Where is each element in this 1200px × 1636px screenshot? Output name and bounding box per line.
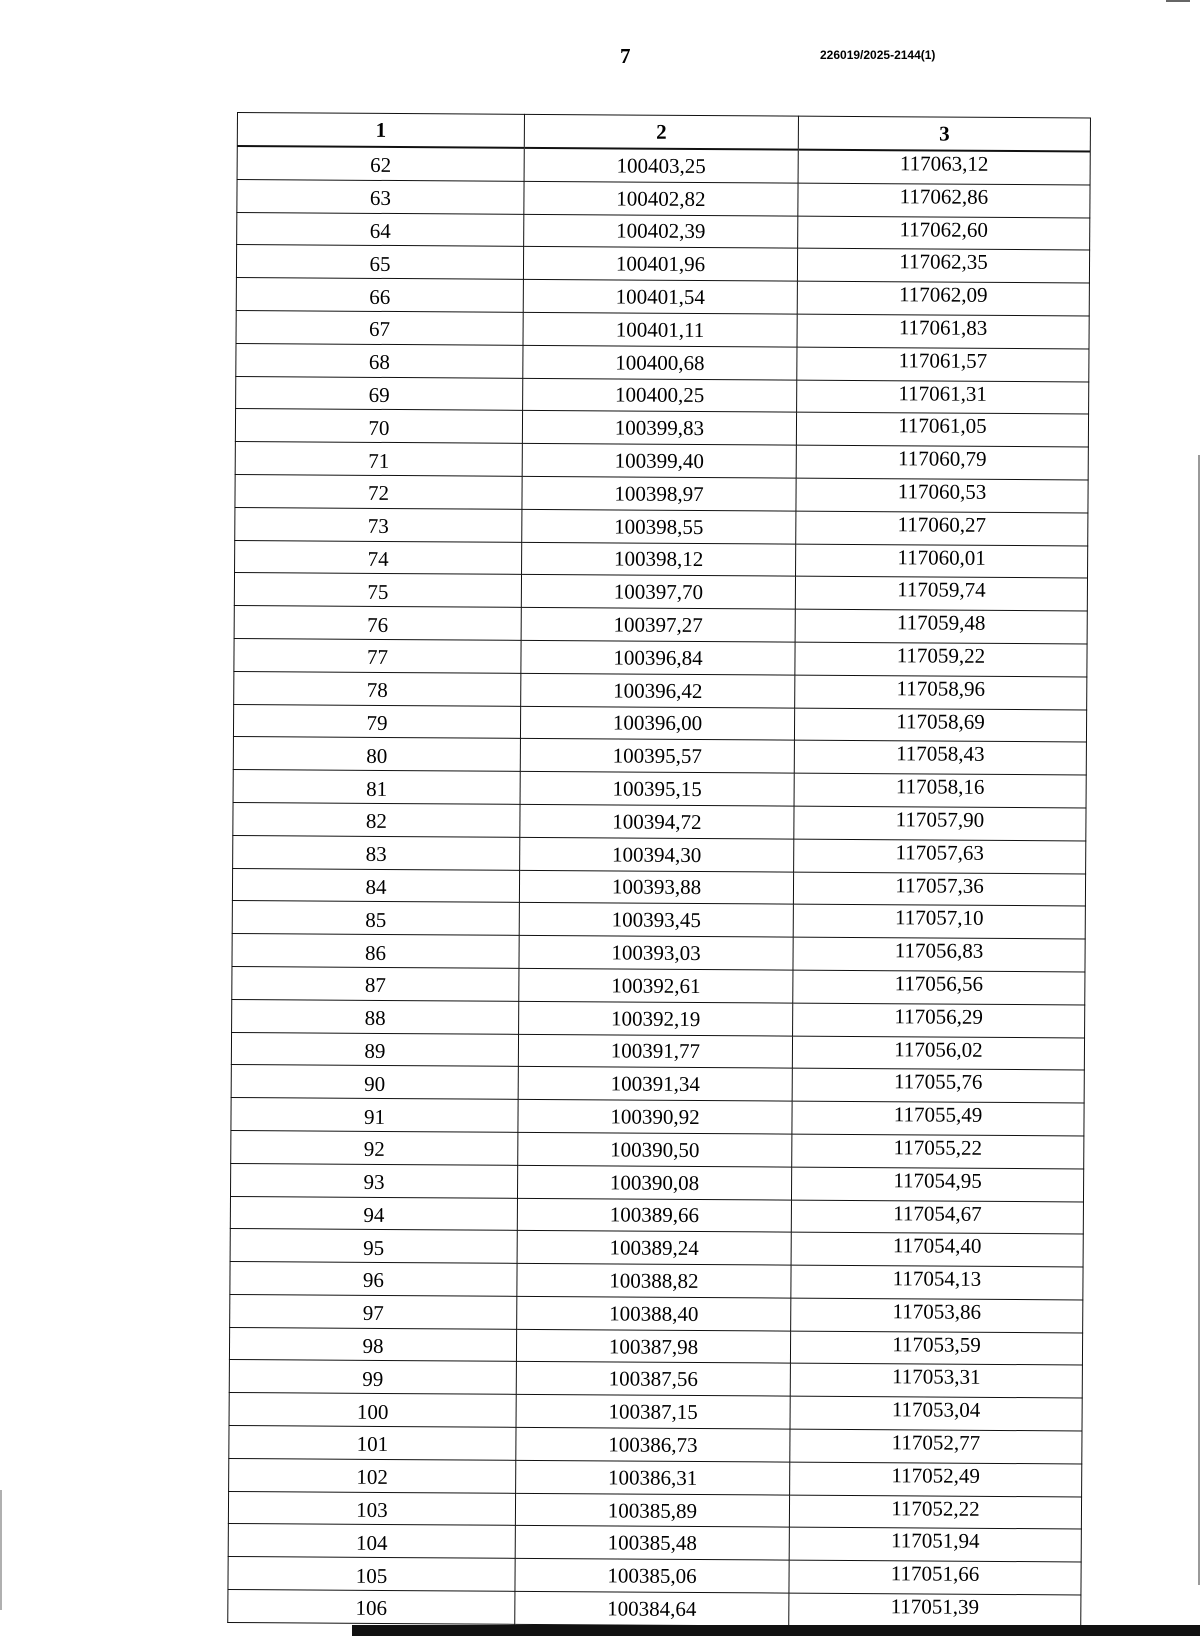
x-coordinate-cell: 100396,00 xyxy=(520,706,794,741)
x-coordinate-cell: 100394,30 xyxy=(520,837,794,872)
x-coordinate-cell: 100386,31 xyxy=(516,1460,790,1495)
table-row xyxy=(230,1262,1083,1300)
table-row xyxy=(237,179,1090,217)
point-number-cell: 90 xyxy=(231,1065,518,1100)
table-row xyxy=(233,704,1086,742)
x-coordinate-cell: 100385,06 xyxy=(515,1559,789,1594)
table-row xyxy=(233,835,1086,873)
table-row xyxy=(236,245,1089,283)
x-coordinate-cell: 100401,11 xyxy=(523,312,797,347)
x-coordinate-cell: 100393,45 xyxy=(519,903,793,938)
y-coordinate-cell: 117051,66 xyxy=(789,1560,1081,1595)
table-body xyxy=(228,146,1091,1628)
y-coordinate-cell: 117054,95 xyxy=(791,1167,1083,1202)
point-number-cell: 69 xyxy=(236,376,523,411)
y-coordinate-cell: 117056,02 xyxy=(792,1036,1084,1071)
y-coordinate-cell: 117055,76 xyxy=(792,1068,1084,1103)
table-row xyxy=(230,1229,1083,1267)
y-coordinate-cell: 117056,83 xyxy=(793,937,1085,972)
y-coordinate-cell: 117057,90 xyxy=(794,806,1086,841)
y-coordinate-cell: 117061,83 xyxy=(797,314,1089,349)
y-coordinate-cell: 117058,96 xyxy=(795,675,1087,710)
point-number-cell: 92 xyxy=(231,1130,518,1165)
point-number-cell: 81 xyxy=(233,770,520,805)
x-coordinate-cell: 100393,03 xyxy=(519,935,793,970)
y-coordinate-cell: 117051,94 xyxy=(789,1528,1081,1563)
y-coordinate-cell: 117060,01 xyxy=(796,544,1088,579)
table-row xyxy=(232,934,1085,972)
point-number-cell: 103 xyxy=(228,1491,515,1526)
table-row xyxy=(231,1098,1084,1136)
table-row xyxy=(234,638,1087,676)
scan-corner-mark xyxy=(1166,0,1190,2)
y-coordinate-cell: 117060,53 xyxy=(796,478,1088,513)
point-number-cell: 62 xyxy=(237,146,524,181)
table-row xyxy=(229,1426,1082,1464)
column-header-1: 1 xyxy=(237,113,524,148)
point-number-cell: 70 xyxy=(235,409,522,444)
scan-left-edge xyxy=(0,1490,2,1610)
y-coordinate-cell: 117061,31 xyxy=(797,380,1089,415)
page-number: 7 xyxy=(620,44,631,68)
x-coordinate-cell: 100388,40 xyxy=(517,1296,791,1331)
table-row xyxy=(234,606,1087,644)
point-number-cell: 75 xyxy=(234,573,521,608)
y-coordinate-cell: 117062,86 xyxy=(798,183,1090,218)
point-number-cell: 104 xyxy=(228,1524,515,1559)
table-row xyxy=(234,671,1087,709)
table-row xyxy=(233,737,1086,775)
point-number-cell: 98 xyxy=(229,1327,516,1362)
x-coordinate-cell: 100390,50 xyxy=(518,1132,792,1167)
y-coordinate-cell: 117052,77 xyxy=(790,1429,1082,1464)
point-number-cell: 79 xyxy=(233,704,520,739)
y-coordinate-cell: 117058,43 xyxy=(794,740,1086,775)
table-row xyxy=(237,212,1090,250)
point-number-cell: 78 xyxy=(234,671,521,706)
point-number-cell: 100 xyxy=(229,1393,516,1428)
point-number-cell: 67 xyxy=(236,310,523,345)
y-coordinate-cell: 117054,40 xyxy=(791,1232,1083,1267)
point-number-cell: 105 xyxy=(228,1557,515,1592)
y-coordinate-cell: 117061,05 xyxy=(796,412,1088,447)
point-number-cell: 76 xyxy=(234,606,521,641)
x-coordinate-cell: 100397,70 xyxy=(521,575,795,610)
y-coordinate-cell: 117059,22 xyxy=(795,642,1087,677)
y-coordinate-cell: 117054,13 xyxy=(791,1265,1083,1300)
y-coordinate-cell: 117058,16 xyxy=(794,773,1086,808)
table-row xyxy=(236,310,1089,348)
table-row xyxy=(230,1163,1083,1201)
x-coordinate-cell: 100389,24 xyxy=(517,1231,791,1266)
point-number-cell: 66 xyxy=(236,278,523,313)
coordinates-table xyxy=(227,112,1091,1628)
y-coordinate-cell: 117059,74 xyxy=(795,576,1087,611)
table-row xyxy=(228,1491,1081,1529)
y-coordinate-cell: 117055,49 xyxy=(792,1101,1084,1136)
table-row xyxy=(230,1196,1083,1234)
x-coordinate-cell: 100386,73 xyxy=(516,1427,790,1462)
y-coordinate-cell: 117059,48 xyxy=(795,609,1087,644)
point-number-cell: 106 xyxy=(228,1590,515,1625)
table-row xyxy=(229,1393,1082,1431)
x-coordinate-cell: 100391,77 xyxy=(518,1034,792,1069)
x-coordinate-cell: 100396,84 xyxy=(521,640,795,675)
y-coordinate-cell: 117057,63 xyxy=(794,839,1086,874)
x-coordinate-cell: 100402,82 xyxy=(524,181,798,216)
y-coordinate-cell: 117060,27 xyxy=(796,511,1088,546)
y-coordinate-cell: 117062,09 xyxy=(797,281,1089,316)
point-number-cell: 68 xyxy=(236,343,523,378)
x-coordinate-cell: 100391,34 xyxy=(518,1067,792,1102)
table-row xyxy=(231,1032,1084,1070)
y-coordinate-cell: 117058,69 xyxy=(794,708,1086,743)
x-coordinate-cell: 100396,42 xyxy=(521,673,795,708)
x-coordinate-cell: 100398,55 xyxy=(522,509,796,544)
x-coordinate-cell: 100395,15 xyxy=(520,771,794,806)
y-coordinate-cell: 117056,56 xyxy=(793,970,1085,1005)
document-reference: 226019/2025-2144(1) xyxy=(820,48,936,62)
y-coordinate-cell: 117061,57 xyxy=(797,347,1089,382)
point-number-cell: 102 xyxy=(229,1458,516,1493)
y-coordinate-cell: 117060,79 xyxy=(796,445,1088,480)
x-coordinate-cell: 100393,88 xyxy=(519,870,793,905)
table-row xyxy=(228,1557,1081,1595)
y-coordinate-cell: 117057,36 xyxy=(793,872,1085,907)
point-number-cell: 91 xyxy=(231,1098,518,1133)
x-coordinate-cell: 100392,19 xyxy=(519,1001,793,1036)
y-coordinate-cell: 117053,31 xyxy=(790,1364,1082,1399)
point-number-cell: 95 xyxy=(230,1229,517,1264)
point-number-cell: 82 xyxy=(233,802,520,837)
point-number-cell: 85 xyxy=(232,901,519,936)
table-row xyxy=(235,409,1088,447)
x-coordinate-cell: 100398,97 xyxy=(522,476,796,511)
y-coordinate-cell: 117053,59 xyxy=(790,1331,1082,1366)
point-number-cell: 99 xyxy=(229,1360,516,1395)
table-row xyxy=(231,1130,1084,1168)
y-coordinate-cell: 117051,39 xyxy=(789,1593,1081,1628)
x-coordinate-cell: 100387,98 xyxy=(516,1329,790,1364)
point-number-cell: 80 xyxy=(233,737,520,772)
table-row xyxy=(228,1590,1081,1628)
x-coordinate-cell: 100385,89 xyxy=(515,1493,789,1528)
x-coordinate-cell: 100402,39 xyxy=(524,214,798,249)
table-header-row xyxy=(237,113,1090,152)
x-coordinate-cell: 100399,40 xyxy=(522,444,796,479)
point-number-cell: 77 xyxy=(234,638,521,673)
point-number-cell: 96 xyxy=(230,1262,517,1297)
table-row xyxy=(232,868,1085,906)
table-row xyxy=(229,1458,1082,1496)
table-row xyxy=(237,146,1090,185)
table-row xyxy=(235,442,1088,480)
point-number-cell: 97 xyxy=(230,1294,517,1329)
x-coordinate-cell: 100394,72 xyxy=(520,804,794,839)
y-coordinate-cell: 117053,04 xyxy=(790,1396,1082,1431)
table-row xyxy=(229,1360,1082,1398)
x-coordinate-cell: 100403,25 xyxy=(524,148,798,183)
y-coordinate-cell: 117062,35 xyxy=(797,249,1089,284)
x-coordinate-cell: 100390,92 xyxy=(518,1099,792,1134)
x-coordinate-cell: 100395,57 xyxy=(520,739,794,774)
x-coordinate-cell: 100389,66 xyxy=(517,1198,791,1233)
y-coordinate-cell: 117063,12 xyxy=(798,150,1090,185)
y-coordinate-cell: 117052,22 xyxy=(789,1495,1081,1530)
table-row xyxy=(235,540,1088,578)
x-coordinate-cell: 100385,48 xyxy=(515,1526,789,1561)
point-number-cell: 63 xyxy=(237,179,524,214)
column-header-3: 3 xyxy=(798,116,1090,151)
x-coordinate-cell: 100398,12 xyxy=(522,542,796,577)
point-number-cell: 86 xyxy=(232,934,519,969)
x-coordinate-cell: 100400,68 xyxy=(523,345,797,380)
x-coordinate-cell: 100399,83 xyxy=(522,411,796,446)
x-coordinate-cell: 100387,15 xyxy=(516,1395,790,1430)
table-row xyxy=(233,770,1086,808)
x-coordinate-cell: 100397,27 xyxy=(521,608,795,643)
point-number-cell: 73 xyxy=(235,507,522,542)
y-coordinate-cell: 117057,10 xyxy=(793,904,1085,939)
table-row xyxy=(232,999,1085,1037)
point-number-cell: 88 xyxy=(232,999,519,1034)
table-row xyxy=(230,1294,1083,1332)
x-coordinate-cell: 100401,96 xyxy=(523,247,797,282)
point-number-cell: 71 xyxy=(235,442,522,477)
table-row xyxy=(235,474,1088,512)
table-row xyxy=(236,376,1089,414)
y-coordinate-cell: 117062,60 xyxy=(798,216,1090,251)
column-header-2: 2 xyxy=(524,114,798,149)
point-number-cell: 65 xyxy=(236,245,523,280)
table-row xyxy=(231,1065,1084,1103)
point-number-cell: 72 xyxy=(235,474,522,509)
table-row xyxy=(235,507,1088,545)
x-coordinate-cell: 100401,54 xyxy=(523,280,797,315)
table-row xyxy=(228,1524,1081,1562)
y-coordinate-cell: 117053,86 xyxy=(791,1298,1083,1333)
coordinates-table-container xyxy=(227,112,1090,1628)
x-coordinate-cell: 100400,25 xyxy=(523,378,797,413)
table-row xyxy=(236,343,1089,381)
table-row xyxy=(234,573,1087,611)
y-coordinate-cell: 117054,67 xyxy=(791,1200,1083,1235)
table-row xyxy=(233,802,1086,840)
table-row xyxy=(232,966,1085,1004)
x-coordinate-cell: 100390,08 xyxy=(517,1165,791,1200)
point-number-cell: 93 xyxy=(230,1163,517,1198)
y-coordinate-cell: 117055,22 xyxy=(792,1134,1084,1169)
x-coordinate-cell: 100387,56 xyxy=(516,1362,790,1397)
x-coordinate-cell: 100384,64 xyxy=(515,1591,789,1626)
point-number-cell: 94 xyxy=(230,1196,517,1231)
point-number-cell: 87 xyxy=(232,966,519,1001)
table-row xyxy=(236,278,1089,316)
point-number-cell: 64 xyxy=(237,212,524,247)
table-row xyxy=(229,1327,1082,1365)
point-number-cell: 84 xyxy=(232,868,519,903)
point-number-cell: 89 xyxy=(231,1032,518,1067)
point-number-cell: 83 xyxy=(233,835,520,870)
x-coordinate-cell: 100388,82 xyxy=(517,1263,791,1298)
x-coordinate-cell: 100392,61 xyxy=(519,968,793,1003)
y-coordinate-cell: 117052,49 xyxy=(790,1462,1082,1497)
table-row xyxy=(232,901,1085,939)
point-number-cell: 101 xyxy=(229,1426,516,1461)
point-number-cell: 74 xyxy=(235,540,522,575)
y-coordinate-cell: 117056,29 xyxy=(793,1003,1085,1038)
scan-bottom-bar xyxy=(352,1625,1200,1636)
